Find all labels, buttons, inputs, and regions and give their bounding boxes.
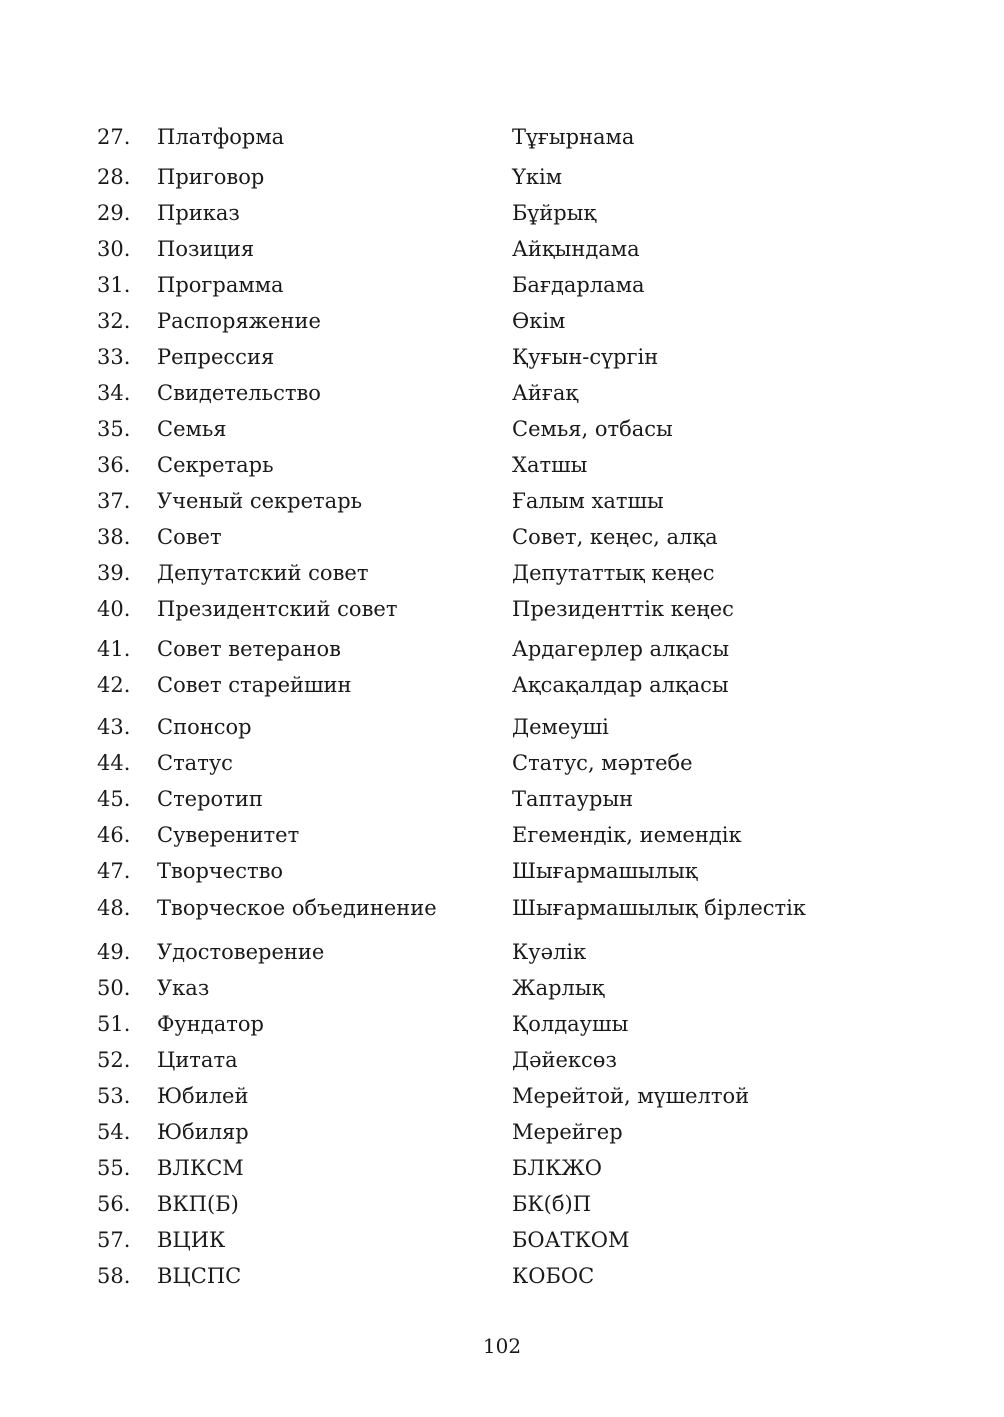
entry-number: 50. [97, 976, 131, 1000]
entry-number: 47. [97, 859, 131, 883]
kazakh-term: Егемендік, иемендік [512, 823, 742, 847]
russian-term: Цитата [157, 1048, 238, 1072]
entry-number: 44. [97, 751, 131, 775]
entry-number: 54. [97, 1120, 131, 1144]
russian-term: Совет [157, 525, 222, 549]
russian-term: Статус [157, 751, 233, 775]
kazakh-term: Дәйексөз [512, 1048, 617, 1072]
russian-term: Совет ветеранов [157, 637, 341, 661]
russian-term: ВЦСПС [157, 1264, 242, 1288]
glossary-entry [0, 198, 1004, 228]
russian-term: Платформа [157, 125, 285, 149]
entry-number: 33. [97, 345, 131, 369]
entry-number: 56. [97, 1192, 131, 1216]
glossary-entry [0, 856, 1004, 886]
kazakh-term: БОАТКОМ [512, 1228, 630, 1252]
glossary-entry [0, 594, 1004, 624]
entry-number: 41. [97, 637, 131, 661]
glossary-entry [0, 748, 1004, 778]
entry-number: 52. [97, 1048, 131, 1072]
kazakh-term: Депутаттық кеңес [512, 561, 715, 585]
russian-term: Творчество [157, 859, 284, 883]
kazakh-term: Президенттік кеңес [512, 597, 734, 621]
russian-term: Свидетельство [157, 381, 321, 405]
russian-term: Ученый секретарь [157, 489, 363, 513]
entry-number: 45. [97, 787, 131, 811]
glossary-entry [0, 1117, 1004, 1147]
entry-number: 27. [97, 125, 131, 149]
glossary-entry [0, 1081, 1004, 1111]
kazakh-term: Хатшы [512, 453, 588, 477]
russian-term: Распоряжение [157, 309, 321, 333]
glossary-entry [0, 893, 1004, 923]
kazakh-term: Статус, мәртебе [512, 751, 693, 775]
russian-term: Секретарь [157, 453, 274, 477]
glossary-entry [0, 712, 1004, 742]
glossary-entry [0, 670, 1004, 700]
kazakh-term: Совет, кеңес, алқа [512, 525, 718, 549]
entry-number: 39. [97, 561, 131, 585]
kazakh-term: Ақсақалдар алқасы [512, 673, 729, 697]
russian-term: Позиция [157, 237, 255, 261]
entry-number: 42. [97, 673, 131, 697]
russian-term: Семья [157, 417, 227, 441]
entry-number: 30. [97, 237, 131, 261]
glossary-entry [0, 162, 1004, 192]
kazakh-term: Ардагерлер алқасы [512, 637, 730, 661]
glossary-entry [0, 122, 1004, 152]
kazakh-term: Семья, отбасы [512, 417, 673, 441]
kazakh-term: Мерейтой, мүшелтой [512, 1084, 750, 1108]
kazakh-term: Куәлік [512, 940, 587, 964]
kazakh-term: Бұйрық [512, 201, 597, 225]
kazakh-term: Мерейгер [512, 1120, 623, 1144]
glossary-entry [0, 820, 1004, 850]
russian-term: Программа [157, 273, 284, 297]
glossary-entry [0, 450, 1004, 480]
kazakh-term: КОБОС [512, 1264, 595, 1288]
glossary-entry [0, 414, 1004, 444]
russian-term: Фундатор [157, 1012, 264, 1036]
entry-number: 36. [97, 453, 131, 477]
entry-number: 38. [97, 525, 131, 549]
entry-number: 31. [97, 273, 131, 297]
glossary-entry [0, 234, 1004, 264]
glossary-entry [0, 558, 1004, 588]
russian-term: ВЛКСМ [157, 1156, 244, 1180]
kazakh-term: Өкім [512, 309, 566, 333]
russian-term: Спонсор [157, 715, 252, 739]
glossary-entry [0, 937, 1004, 967]
glossary-entry [0, 486, 1004, 516]
kazakh-term: Жарлық [512, 976, 605, 1000]
page-number: 102 [482, 1334, 522, 1358]
kazakh-term: Үкім [512, 165, 563, 189]
glossary-entry [0, 306, 1004, 336]
kazakh-term: Қолдаушы [512, 1012, 629, 1036]
kazakh-term: Қуғын-сүргін [512, 345, 659, 369]
kazakh-term: Демеуші [512, 715, 609, 739]
russian-term: Удостоверение [157, 940, 325, 964]
kazakh-term: Тұғырнама [512, 125, 635, 149]
russian-term: Приказ [157, 201, 240, 225]
glossary-entry [0, 1225, 1004, 1255]
russian-term: Совет старейшин [157, 673, 352, 697]
entry-number: 58. [97, 1264, 131, 1288]
entry-number: 34. [97, 381, 131, 405]
entry-number: 57. [97, 1228, 131, 1252]
entry-number: 43. [97, 715, 131, 739]
kazakh-term: Бағдарлама [512, 273, 645, 297]
russian-term: Президентский совет [157, 597, 398, 621]
entry-number: 53. [97, 1084, 131, 1108]
russian-term: Репрессия [157, 345, 275, 369]
entry-number: 40. [97, 597, 131, 621]
kazakh-term: Шығармашылық бірлестік [512, 896, 806, 920]
glossary-entry [0, 1153, 1004, 1183]
russian-term: ВЦИК [157, 1228, 226, 1252]
glossary-entry [0, 378, 1004, 408]
entry-number: 49. [97, 940, 131, 964]
entry-number: 51. [97, 1012, 131, 1036]
glossary-entry [0, 784, 1004, 814]
entry-number: 37. [97, 489, 131, 513]
glossary-entry [0, 522, 1004, 552]
kazakh-term: Айғақ [512, 381, 579, 405]
entry-number: 48. [97, 896, 131, 920]
russian-term: Юбиляр [157, 1120, 249, 1144]
kazakh-term: Ғалым хатшы [512, 489, 664, 513]
russian-term: Стеротип [157, 787, 263, 811]
russian-term: Юбилей [157, 1084, 249, 1108]
kazakh-term: БЛКЖО [512, 1156, 603, 1180]
entry-number: 35. [97, 417, 131, 441]
entry-number: 29. [97, 201, 131, 225]
glossary-entry [0, 1189, 1004, 1219]
glossary-entry [0, 270, 1004, 300]
glossary-entry [0, 342, 1004, 372]
russian-term: Приговор [157, 165, 265, 189]
entry-number: 28. [97, 165, 131, 189]
entry-number: 55. [97, 1156, 131, 1180]
glossary-entry [0, 973, 1004, 1003]
entry-number: 32. [97, 309, 131, 333]
entry-number: 46. [97, 823, 131, 847]
glossary-entry [0, 634, 1004, 664]
russian-term: Указ [157, 976, 210, 1000]
glossary-entry [0, 1261, 1004, 1291]
russian-term: ВКП(Б) [157, 1192, 239, 1216]
kazakh-term: Шығармашылық [512, 859, 698, 883]
kazakh-term: Таптаурын [512, 787, 634, 811]
russian-term: Творческое объединение [157, 896, 437, 920]
kazakh-term: Айқындама [512, 237, 640, 261]
russian-term: Депутатский совет [157, 561, 369, 585]
kazakh-term: БК(б)П [512, 1192, 592, 1216]
russian-term: Суверенитет [157, 823, 300, 847]
glossary-entry [0, 1009, 1004, 1039]
glossary-entry [0, 1045, 1004, 1075]
